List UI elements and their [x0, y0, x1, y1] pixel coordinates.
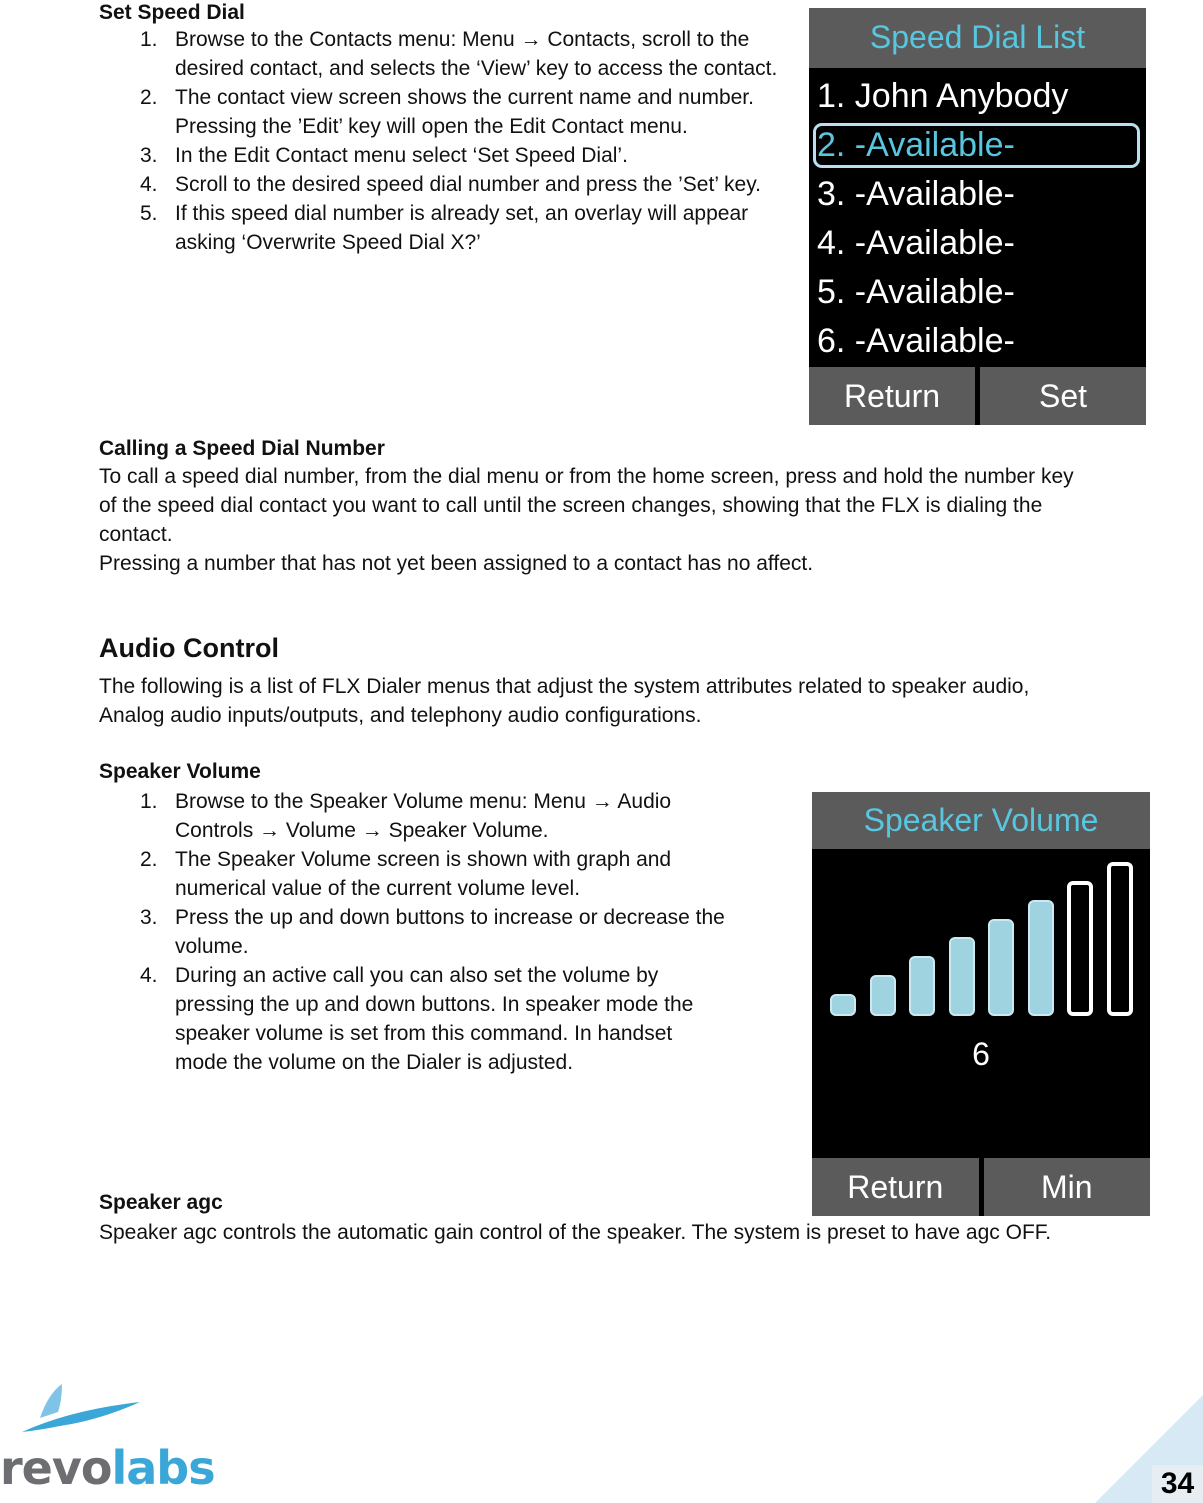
volume-bar: [830, 994, 856, 1016]
speed-dial-item: 1. John Anybody: [817, 77, 1069, 115]
screen-title: Speaker Volume: [812, 792, 1150, 849]
volume-bar: [1028, 900, 1054, 1016]
logo-wordmark: revolabs: [0, 1441, 215, 1495]
volume-bar: [909, 956, 935, 1016]
list-item: 4. Scroll to the desired speed dial number and press the ’Set’ key.: [140, 173, 761, 196]
return-soft-key: Return: [812, 1158, 979, 1216]
speaker-volume-steps: [99, 787, 729, 1077]
set-speed-dial-steps: [99, 25, 779, 257]
volume-bar: [949, 937, 975, 1016]
page-number: 34: [1152, 1465, 1203, 1503]
calling-paragraph: To call a speed dial number, from the dial menu or from the home screen, press and hold the number key of the speed dial contact you want to call until the screen changes, showing that the FLX is dialing the contact.: [99, 465, 1074, 546]
speed-dial-item: 5. -Available-: [817, 273, 1015, 311]
volume-bar: [1107, 862, 1133, 1016]
volume-bar: [870, 975, 896, 1016]
list-item: 1. Browse to the Contacts menu: Menu → Contacts, scroll to the desired contact, and selects the ‘View’ key to access the contact.: [140, 28, 778, 80]
audio-control-intro: The following is a list of FLX Dialer menus that adjust the system attributes related to speaker audio, Analog audio inputs/outputs, and telephony audio configurations.: [99, 675, 1030, 727]
speed-dial-item: 3. -Available-: [817, 175, 1015, 213]
speed-dial-list: [809, 72, 1146, 366]
list-item: 5. If this speed dial number is already set, an overlay will appear asking ‘Overwrite Speed Dial X?’: [140, 202, 749, 254]
volume-bar: [1067, 881, 1093, 1016]
revolabs-logo: [0, 1380, 215, 1503]
volume-level-value: 6: [972, 1036, 990, 1072]
speed-dial-item: 6. -Available-: [817, 322, 1015, 360]
audio-control-heading: Audio Control: [99, 633, 279, 663]
speaker-volume-heading: Speaker Volume: [99, 760, 261, 783]
list-item: 3. In the Edit Contact menu select ‘Set Speed Dial’.: [140, 144, 628, 167]
speed-dial-screen: [809, 8, 1146, 425]
list-item: 4. During an active call you can also set the volume by pressing the up and down buttons. In speaker mode the speaker volume is set from this command. In handset mode the volume on the Dialer is adjusted.: [140, 964, 694, 1074]
list-item: 2. The Speaker Volume screen is shown with graph and numerical value of the current volume level.: [140, 848, 672, 900]
list-item: 2. The contact view screen shows the current name and number. Pressing the ’Edit’ key will open the Edit Contact menu.: [140, 86, 754, 138]
calling-note: Pressing a number that has not yet been assigned to a contact has no affect.: [99, 552, 814, 575]
calling-heading: Calling a Speed Dial Number: [99, 437, 385, 460]
speaker-agc-heading: Speaker agc: [99, 1191, 223, 1214]
logo-fins-icon: [0, 1380, 160, 1440]
speed-dial-item-selected: 2. -Available-: [809, 121, 1146, 170]
speaker-volume-screen: [812, 792, 1150, 1216]
return-soft-key: Return: [809, 367, 975, 425]
speaker-agc-text: Speaker agc controls the automatic gain control of the speaker. The system is preset to have agc OFF.: [99, 1221, 1052, 1244]
set-speed-dial-heading: Set Speed Dial: [99, 1, 245, 24]
speed-dial-item: 4. -Available-: [817, 224, 1015, 262]
volume-graph: [812, 849, 1150, 1027]
list-item: 1. Browse to the Speaker Volume menu: Menu → Audio Controls → Volume → Speaker Volume.: [140, 790, 672, 842]
soft-key-bar: [812, 1158, 1150, 1216]
set-soft-key: Set: [980, 367, 1146, 425]
volume-bar: [988, 919, 1014, 1016]
list-item: 3. Press the up and down buttons to increase or decrease the volume.: [140, 906, 725, 958]
min-soft-key: Min: [984, 1158, 1151, 1216]
soft-key-bar: [809, 367, 1146, 425]
screen-title: Speed Dial List: [809, 8, 1146, 68]
